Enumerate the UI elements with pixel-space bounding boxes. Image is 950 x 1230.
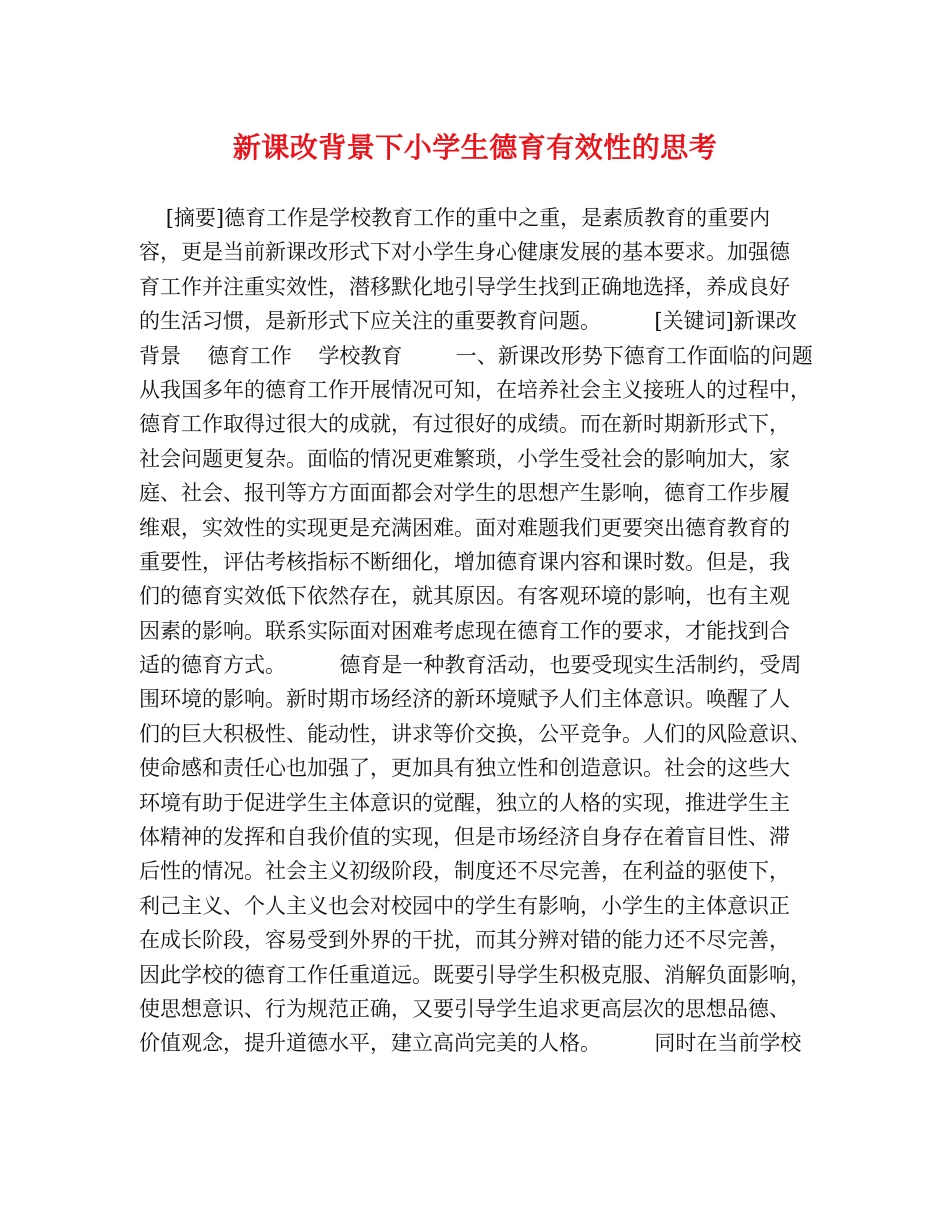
body-line: 庭、社会、报刊等方方面面都会对学生的思想产生影响，德育工作步履 bbox=[139, 481, 790, 506]
body-line: 体精神的发挥和自我价值的实现，但是市场经济自身存在着盲目性、滞 bbox=[139, 825, 790, 850]
body-line: 背景 德育工作 学校教育 一、新课改形势下德育工作面临的问题 bbox=[139, 343, 813, 368]
body-line: 利己主义、个人主义也会对校园中的学生有影响，小学生的主体意识正 bbox=[139, 893, 790, 918]
body-line: 使命感和责任心也加强了，更加具有独立性和创造意识。社会的这些大 bbox=[139, 756, 790, 781]
body-line: 适的德育方式。 德育是一种教育活动，也要受现实生活制约，受周 bbox=[139, 653, 802, 678]
body-line: 因素的影响。联系实际面对困难考虑现在德育工作的要求，才能找到合 bbox=[139, 618, 790, 643]
body-line: 德育工作取得过很大的成就，有过很好的成绩。而在新时期新形式下， bbox=[139, 412, 790, 437]
body-line: 从我国多年的德育工作开展情况可知，在培养社会主义接班人的过程中， bbox=[139, 377, 811, 402]
body-line: [摘要]德育工作是学校教育工作的重中之重，是素质教育的重要内 bbox=[139, 206, 771, 230]
body-line: 使思想意识、行为规范正确，又要引导学生追求更高层次的思想品德、 bbox=[139, 996, 790, 1021]
body-line: 们的巨大积极性、能动性，讲求等价交换，公平竞争。人们的风险意识、 bbox=[139, 721, 811, 746]
body-line: 的生活习惯，是新形式下应关注的重要教育问题。 [关键词]新课改 bbox=[139, 309, 797, 334]
body-line: 社会问题更复杂。面临的情况更难繁琐，小学生受社会的影响加大，家 bbox=[139, 446, 790, 471]
body-line: 重要性，评估考核指标不断细化，增加德育课内容和课时数。但是，我 bbox=[139, 549, 790, 574]
body-line: 价值观念，提升道德水平，建立高尚完美的人格。 同时在当前学校 bbox=[139, 1031, 802, 1056]
body-line: 们的德育实效低下依然存在，就其原因。有客观环境的影响，也有主观 bbox=[139, 584, 790, 609]
body-line: 维艰，实效性的实现更是充满困难。面对难题我们更要突出德育教育的 bbox=[139, 515, 790, 540]
body-line: 因此学校的德育工作任重道远。既要引导学生积极克服、消解负面影响， bbox=[139, 962, 811, 987]
body-line: 容，更是当前新课改形式下对小学生身心健康发展的基本要求。加强德 bbox=[139, 240, 790, 265]
body-line: 围环境的影响。新时期市场经济的新环境赋予人们主体意识。唤醒了人 bbox=[139, 687, 790, 712]
document-title: 新课改背景下小学生德育有效性的思考 bbox=[232, 131, 718, 164]
body-line: 在成长阶段，容易受到外界的干扰，而其分辨对错的能力还不尽完善， bbox=[139, 928, 790, 953]
body-line: 环境有助于促进学生主体意识的觉醒，独立的人格的实现，推进学生主 bbox=[139, 790, 790, 815]
body-line: 后性的情况。社会主义初级阶段，制度还不尽完善，在利益的驱使下， bbox=[139, 859, 790, 884]
document-body bbox=[139, 201, 813, 1061]
body-line: 育工作并注重实效性，潜移默化地引导学生找到正确地选择，养成良好 bbox=[139, 274, 790, 299]
